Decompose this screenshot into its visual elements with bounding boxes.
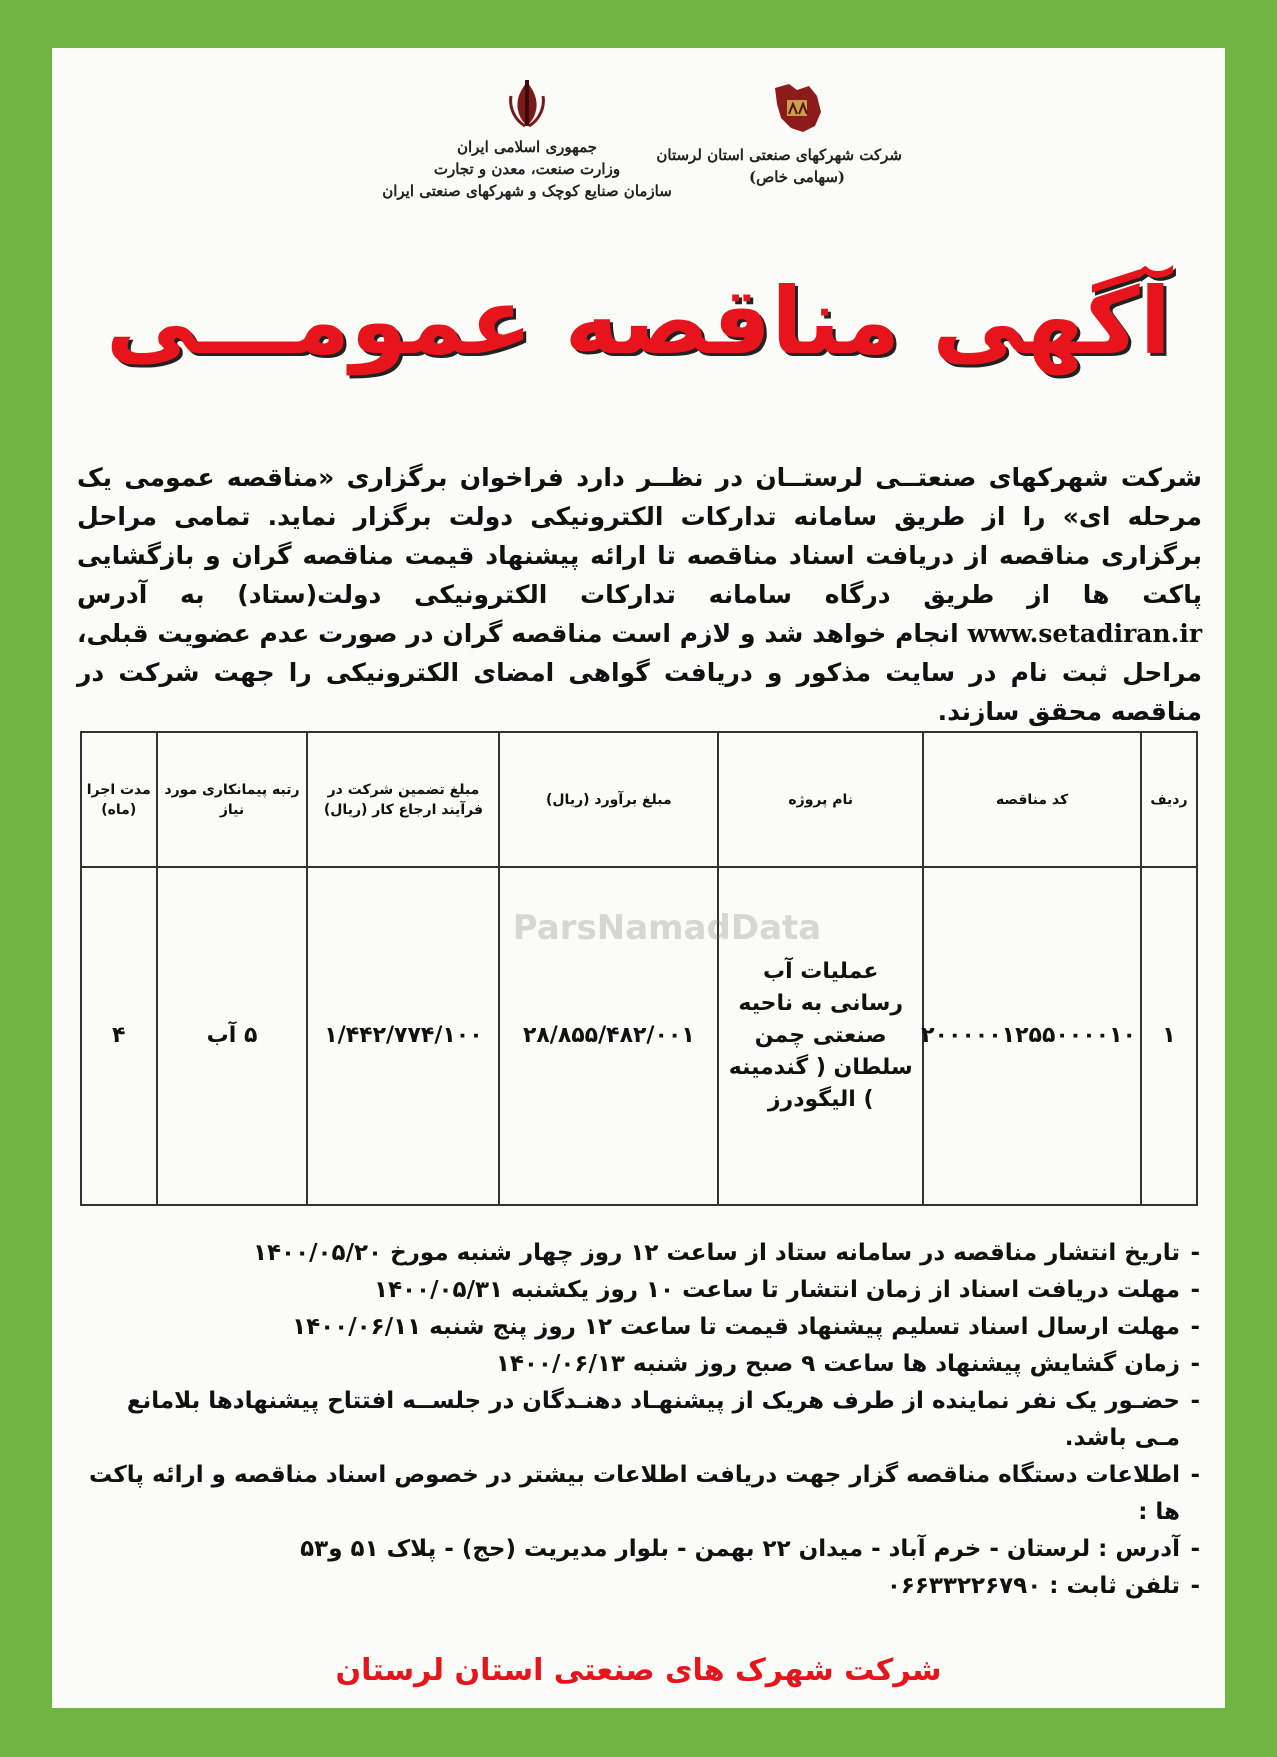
iran-map-logo-icon xyxy=(767,78,827,138)
notes-list xyxy=(74,1235,1202,1605)
ministry-line-3: سازمان صنایع کوچک و شهرکهای صنعتی ایران xyxy=(382,182,672,200)
intro-text-part2: انجام خواهد شد و لازم است مناقصه گران در صورت عدم عضویت قبلی، مراحل ثبت نام در سایت مذکور و دریافت گواهی امضای الکترونیکی را جهت شرکت در مناقصه محقق سازند. xyxy=(77,619,1202,726)
cell-estimate: ۲۸/۸۵۵/۴۸۲/۰۰۱ xyxy=(499,867,718,1205)
cell-duration: ۴ xyxy=(81,867,157,1205)
notice-title: آگهی مناقصه عمومـــی xyxy=(105,268,1172,375)
company-line-1: شرکت شهرکهای صنعتی استان لرستان xyxy=(656,146,902,164)
company-logo-block xyxy=(656,78,902,188)
col-header-row-number: ردیف xyxy=(1141,732,1197,867)
table-header-row xyxy=(81,732,1197,867)
cell-guarantee: ۱/۴۴۲/۷۷۴/۱۰۰ xyxy=(307,867,499,1205)
intro-paragraph xyxy=(77,458,1202,731)
ministry-line-1: جمهوری اسلامی ایران xyxy=(456,138,598,156)
col-header-estimate: مبلغ برآورد (ریال) xyxy=(499,732,718,867)
header-logos xyxy=(52,78,1225,278)
watermark: ParsNamadData xyxy=(512,908,822,948)
note-attendance: - حضـور یک نفر نماینده از طرف هریک از پیشنهـاد دهنـدگان در جلســه افتتاح پیشنهادها بلامانع مـی باشد. xyxy=(74,1383,1202,1457)
setadiran-link[interactable]: www.setadiran.ir xyxy=(967,619,1202,648)
note-contact-info: - اطلاعات دستگاه مناقصه گزار جهت دریافت اطلاعات بیشتر در خصوص اسناد مناقصه و ارائه پاکت ها : xyxy=(74,1457,1202,1531)
note-phone: - تلفن ثابت : ۰۶۶۳۳۲۲۶۷۹۰ xyxy=(74,1568,1202,1605)
company-line-2: (سهامی خاص) xyxy=(749,168,845,186)
col-header-guarantee: مبلغ تضمین شرکت در فرآیند ارجاع کار (ریال) xyxy=(307,732,499,867)
note-submission-deadline: - مهلت ارسال اسناد تسلیم پیشنهاد قیمت تا ساعت ۱۲ روز پنج شنبه ۱۴۰۰/۰۶/۱۱ xyxy=(74,1309,1202,1346)
note-publish-date: - تاریخ انتشار مناقصه در سامانه ستاد از ساعت ۱۲ روز چهار شنبه مورخ ۱۴۰۰/۰۵/۲۰ xyxy=(74,1235,1202,1272)
ministry-logo-block xyxy=(382,78,672,202)
col-header-grade: رتبه پیمانکاری مورد نیاز xyxy=(157,732,308,867)
notice-paper xyxy=(52,48,1225,1708)
table-row xyxy=(81,867,1197,1205)
intro-text-part1: شرکت شهرکهای صنعتــی لرستــان در نظــر دارد فراخوان برگزاری «مناقصه عمومی یک مرحله ای» را از طریق سامانه تدارکات الکترونیکی دولت برگزار نماید. تمامی مراحل برگزاری مناقصه از دریافت اسناد مناقصه تا ارائه پیشنهاد قیمت مناقصه گران و بازگشایی پاکت ها از طریق درگاه سامانه تدارکات الکترونیکی دولت(ستاد) به آدرس xyxy=(77,463,1202,609)
note-document-deadline: - مهلت دریافت اسناد از زمان انتشار تا ساعت ۱۰ روز یکشنبه ۱۴۰۰/۰۵/۳۱ xyxy=(74,1272,1202,1309)
tender-table xyxy=(80,731,1198,1206)
col-header-code: کد مناقصه xyxy=(923,732,1141,867)
iran-emblem-icon xyxy=(505,78,549,130)
cell-row-number: ۱ xyxy=(1141,867,1197,1205)
cell-code: ۲۰۰۰۰۰۱۲۵۵۰۰۰۰۱۰ xyxy=(923,867,1141,1205)
note-opening-time: - زمان گشایش پیشنهاد ها ساعت ۹ صبح روز شنبه ۱۴۰۰/۰۶/۱۳ xyxy=(74,1346,1202,1383)
col-header-project: نام پروژه xyxy=(718,732,923,867)
footer-company-name: شرکت شهرک های صنعتی استان لرستان xyxy=(335,1653,942,1688)
col-header-duration: مدت اجرا (ماه) xyxy=(81,732,157,867)
note-address: - آدرس : لرستان - خرم آباد - میدان ۲۲ بهمن - بلوار مدیریت (حج) - پلاک ۵۱ و۵۳ xyxy=(74,1531,1202,1568)
ministry-line-2: وزارت صنعت، معدن و تجارت xyxy=(433,160,621,178)
cell-project: عملیات آب رسانی به ناحیه صنعتی چمن سلطان ( گندمینه ) الیگودرز xyxy=(718,867,923,1205)
cell-grade: ۵ آب xyxy=(157,867,308,1205)
